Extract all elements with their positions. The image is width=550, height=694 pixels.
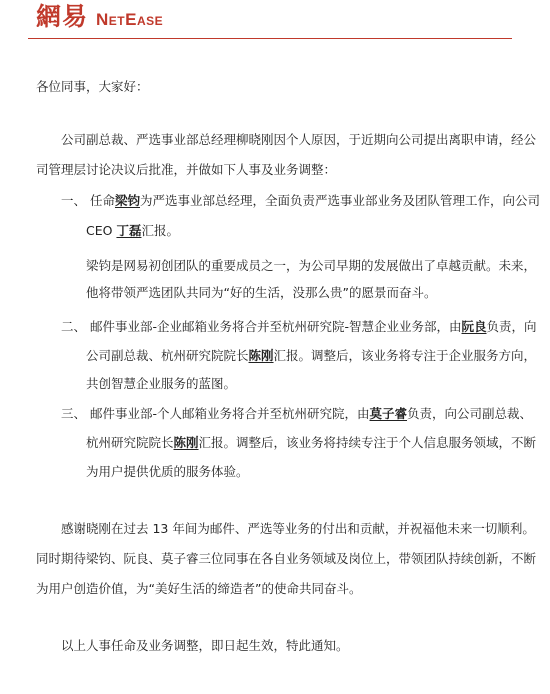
logo-english-text: NetEase (96, 10, 164, 29)
thanks-line-2: 同时期待梁钧、阮良、莫子睿三位同事在各自业务领域及岗位上，带领团队持续创新，不断 (36, 551, 537, 566)
person-name-liangjun: 梁钧 (114, 193, 140, 208)
item-2-line-1 (61, 319, 537, 335)
item-2-text-d: 汇报。调整后，该业务将专注于企业服务方向， (273, 348, 537, 363)
closing-line: 以上人事任命及业务调整，即日起生效，特此通知。 (61, 638, 349, 653)
intro-line-2: 司管理层讨论决议后批准，并做如下人事及业务调整： (36, 162, 337, 177)
item-2-text-b: 负责，向 (486, 319, 537, 334)
item-2-line-2 (86, 348, 536, 364)
item-1-line-1 (61, 193, 540, 209)
item-3-line-1 (61, 406, 532, 422)
greeting: 各位同事，大家好： (36, 79, 149, 94)
item-1-report-text: 汇报。 (141, 223, 179, 238)
item-3-line-2 (86, 435, 536, 451)
item-3-text-c: 杭州研究院院长 (86, 435, 174, 450)
item-1-text-a: 一、 任命 (61, 193, 115, 208)
thanks-line-1: 感谢晓刚在过去 13 年间为邮件、严选等业务的付出和贡献，并祝福他未来一切顺利。 (61, 521, 535, 536)
item-1-ceo-text: CEO (86, 223, 117, 238)
intro-line-1: 公司副总裁、严选事业部总经理柳晓刚因个人原因，于近期向公司提出离职申请，经公 (61, 132, 537, 147)
person-name-chengang: 陈刚 (248, 348, 274, 363)
item-1-line-3: 梁钧是网易初创团队的重要成员之一，为公司早期的发展做出了卓越贡献。未来， (86, 258, 537, 273)
person-name-chengang-2: 陈刚 (173, 435, 199, 450)
item-3-line-3: 为用户提供优质的服务体验。 (86, 464, 249, 479)
item-3-text-b: 负责，向公司副总裁、 (407, 406, 533, 421)
thanks-line-3: 为用户创造价值，为“美好生活的缔造者”的使命共同奋斗。 (36, 581, 362, 596)
item-3-text-a: 三、 邮件事业部-个人邮箱业务将合并至杭州研究院，由 (61, 406, 370, 421)
letterhead (0, 0, 550, 40)
item-1-line-4: 他将带领严选团队共同为“好的生活，没那么贵”的愿景而奋斗。 (86, 285, 437, 300)
netease-logo (36, 2, 163, 32)
letterhead-rule (28, 38, 512, 39)
item-2-text-c: 公司副总裁、杭州研究院院长 (86, 348, 249, 363)
logo-chinese-text: 網易 (36, 2, 89, 31)
person-name-ruanliang: 阮良 (461, 319, 487, 334)
item-1-line-2 (86, 223, 179, 239)
person-name-moziru: 莫子睿 (369, 406, 408, 421)
item-2-text-a: 二、 邮件事业部-企业邮箱业务将合并至杭州研究院-智慧企业业务部，由 (61, 319, 462, 334)
item-2-line-3: 共创智慧企业服务的蓝图。 (86, 376, 237, 391)
item-1-text-b: 为严选事业部总经理，全面负责严选事业部业务及团队管理工作，向公司 (140, 193, 541, 208)
person-name-dinglei: 丁磊 (116, 223, 142, 238)
item-3-text-d: 汇报。调整后，该业务将持续专注于个人信息服务领域，不断 (198, 435, 537, 450)
